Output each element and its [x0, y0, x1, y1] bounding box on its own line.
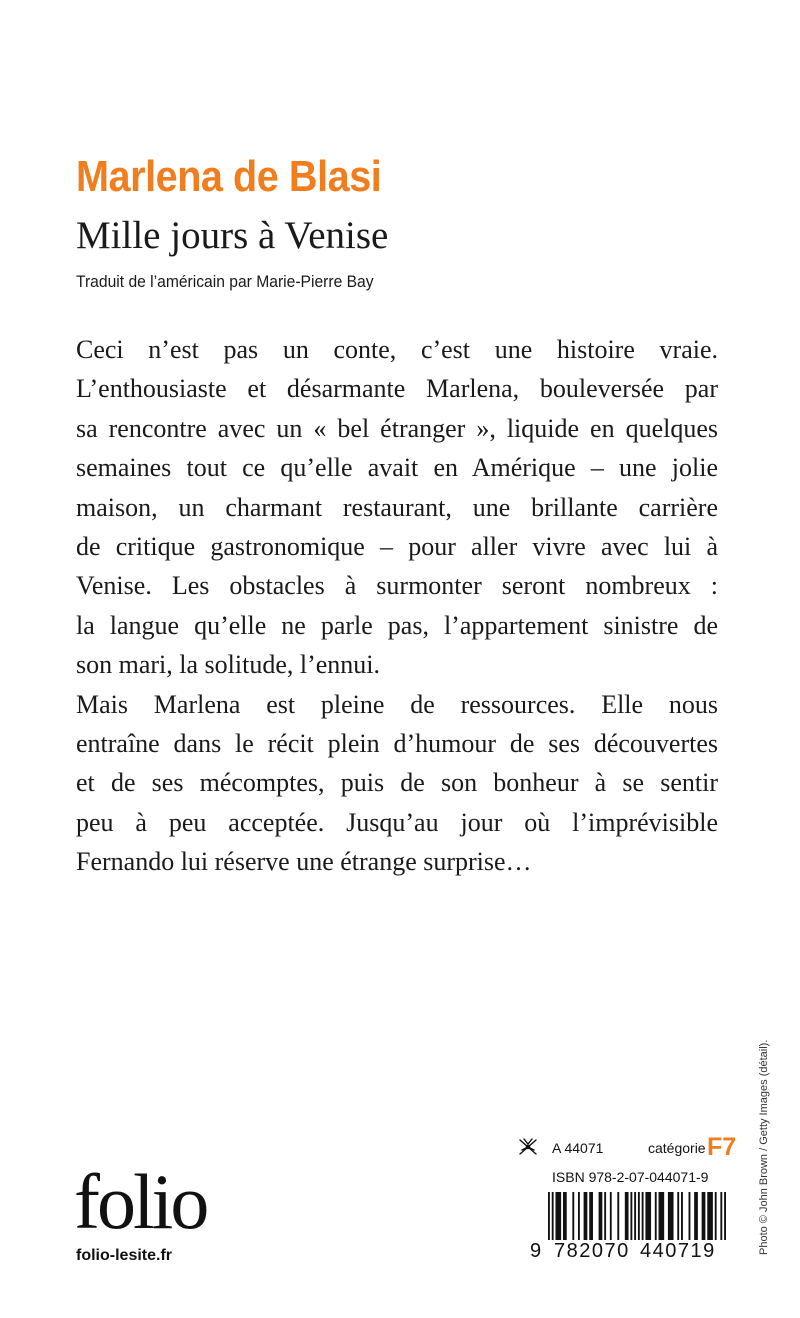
barcode-bar: [694, 1192, 698, 1240]
barcode-bar: [659, 1192, 665, 1240]
blurb-line: peu à peu acceptée. Jusqu’au jour où l’imprévisible: [76, 807, 718, 837]
barcode-bar: [720, 1192, 722, 1240]
photo-credit: Photo © John Brown / Getty Images (détail).: [758, 1039, 770, 1255]
barcode-bar: [563, 1192, 567, 1240]
barcode-bar: [625, 1192, 629, 1240]
barcode-bar: [555, 1192, 561, 1240]
catalog-code: A 44071: [552, 1140, 604, 1156]
blurb-line: L’enthousiaste et désarmante Marlena, bouleversée par: [76, 374, 718, 404]
translator-credit: Traduit de l’américain par Marie-Pierre Bay: [76, 272, 374, 291]
barcode-bar: [578, 1192, 580, 1240]
catalog-info: [518, 1133, 737, 1163]
folio-logo: folio: [74, 1158, 207, 1245]
barcode-bar: [689, 1192, 691, 1240]
barcode-bar: [655, 1192, 657, 1240]
barcode-bar: [668, 1192, 674, 1240]
blurb-line: la langue qu’elle ne parle pas, l’appartement sinistre de: [76, 610, 718, 640]
blurb-line: Mais Marlena est pleine de ressources. Elle nous: [76, 689, 718, 719]
blurb-line: Venise. Les obstacles à surmonter seront nombreux :: [76, 571, 718, 601]
blurb-line: semaines tout ce qu’elle avait en Amérique – une jolie: [76, 453, 718, 483]
isbn: ISBN 978-2-07-044071-9: [552, 1169, 709, 1185]
barcode-right-digits: 440719: [640, 1240, 716, 1262]
category-label: catégorie: [648, 1140, 706, 1156]
barcode-bar: [634, 1192, 636, 1240]
barcode-left-digits: 782070: [554, 1240, 630, 1262]
barcode-bars: [548, 1192, 726, 1240]
blurb-line: Ceci n’est pas un conte, c’est une histoire vraie.: [76, 335, 718, 364]
book-title: Mille jours à Venise: [76, 214, 389, 257]
barcode-bar: [617, 1192, 619, 1240]
barcode-bar: [638, 1192, 640, 1240]
barcode-bar: [610, 1192, 612, 1240]
barcode-bar: [584, 1192, 588, 1240]
blurb-line: de critique gastronomique – pour aller vivre avec lui à: [76, 532, 718, 562]
gallimard-pub-icon: [518, 1138, 538, 1156]
blurb-line: son mari, la solitude, l’ennui.: [76, 650, 381, 680]
barcode-bar: [702, 1192, 706, 1240]
blurb-line: et de ses mécomptes, puis de son bonheur à se sentir: [76, 768, 718, 798]
blurb: [76, 330, 718, 882]
barcode-bar: [552, 1192, 554, 1240]
barcode-bar: [677, 1192, 679, 1240]
blurb-line: entraîne dans le récit plein d’humour de ses découvertes: [76, 729, 718, 759]
barcode-bar: [681, 1192, 683, 1240]
barcode-bar: [599, 1192, 603, 1240]
barcode-bar: [642, 1192, 644, 1240]
barcode-bar: [645, 1192, 651, 1240]
publisher-site: folio-lesite.fr: [76, 1247, 173, 1264]
blurb-line: Fernando lui réserve une étrange surprise…: [76, 847, 532, 877]
author-name: Marlena de Blasi: [76, 152, 382, 201]
barcode-first-digit: 9: [530, 1240, 542, 1262]
blurb-line: sa rencontre avec un « bel étranger », liquide en quelques: [76, 413, 718, 443]
barcode-bar: [707, 1192, 713, 1240]
blurb-line: maison, un charmant restaurant, une brillante carrière: [76, 492, 718, 522]
barcode: [530, 1192, 730, 1264]
barcode-bar: [715, 1192, 717, 1240]
barcode-bar: [572, 1192, 574, 1240]
barcode-bar: [604, 1192, 606, 1240]
barcode-bar: [589, 1192, 593, 1240]
barcode-bar: [548, 1192, 550, 1240]
barcode-bar: [630, 1192, 632, 1240]
category-value: F7: [707, 1133, 737, 1161]
barcode-bar: [724, 1192, 726, 1240]
